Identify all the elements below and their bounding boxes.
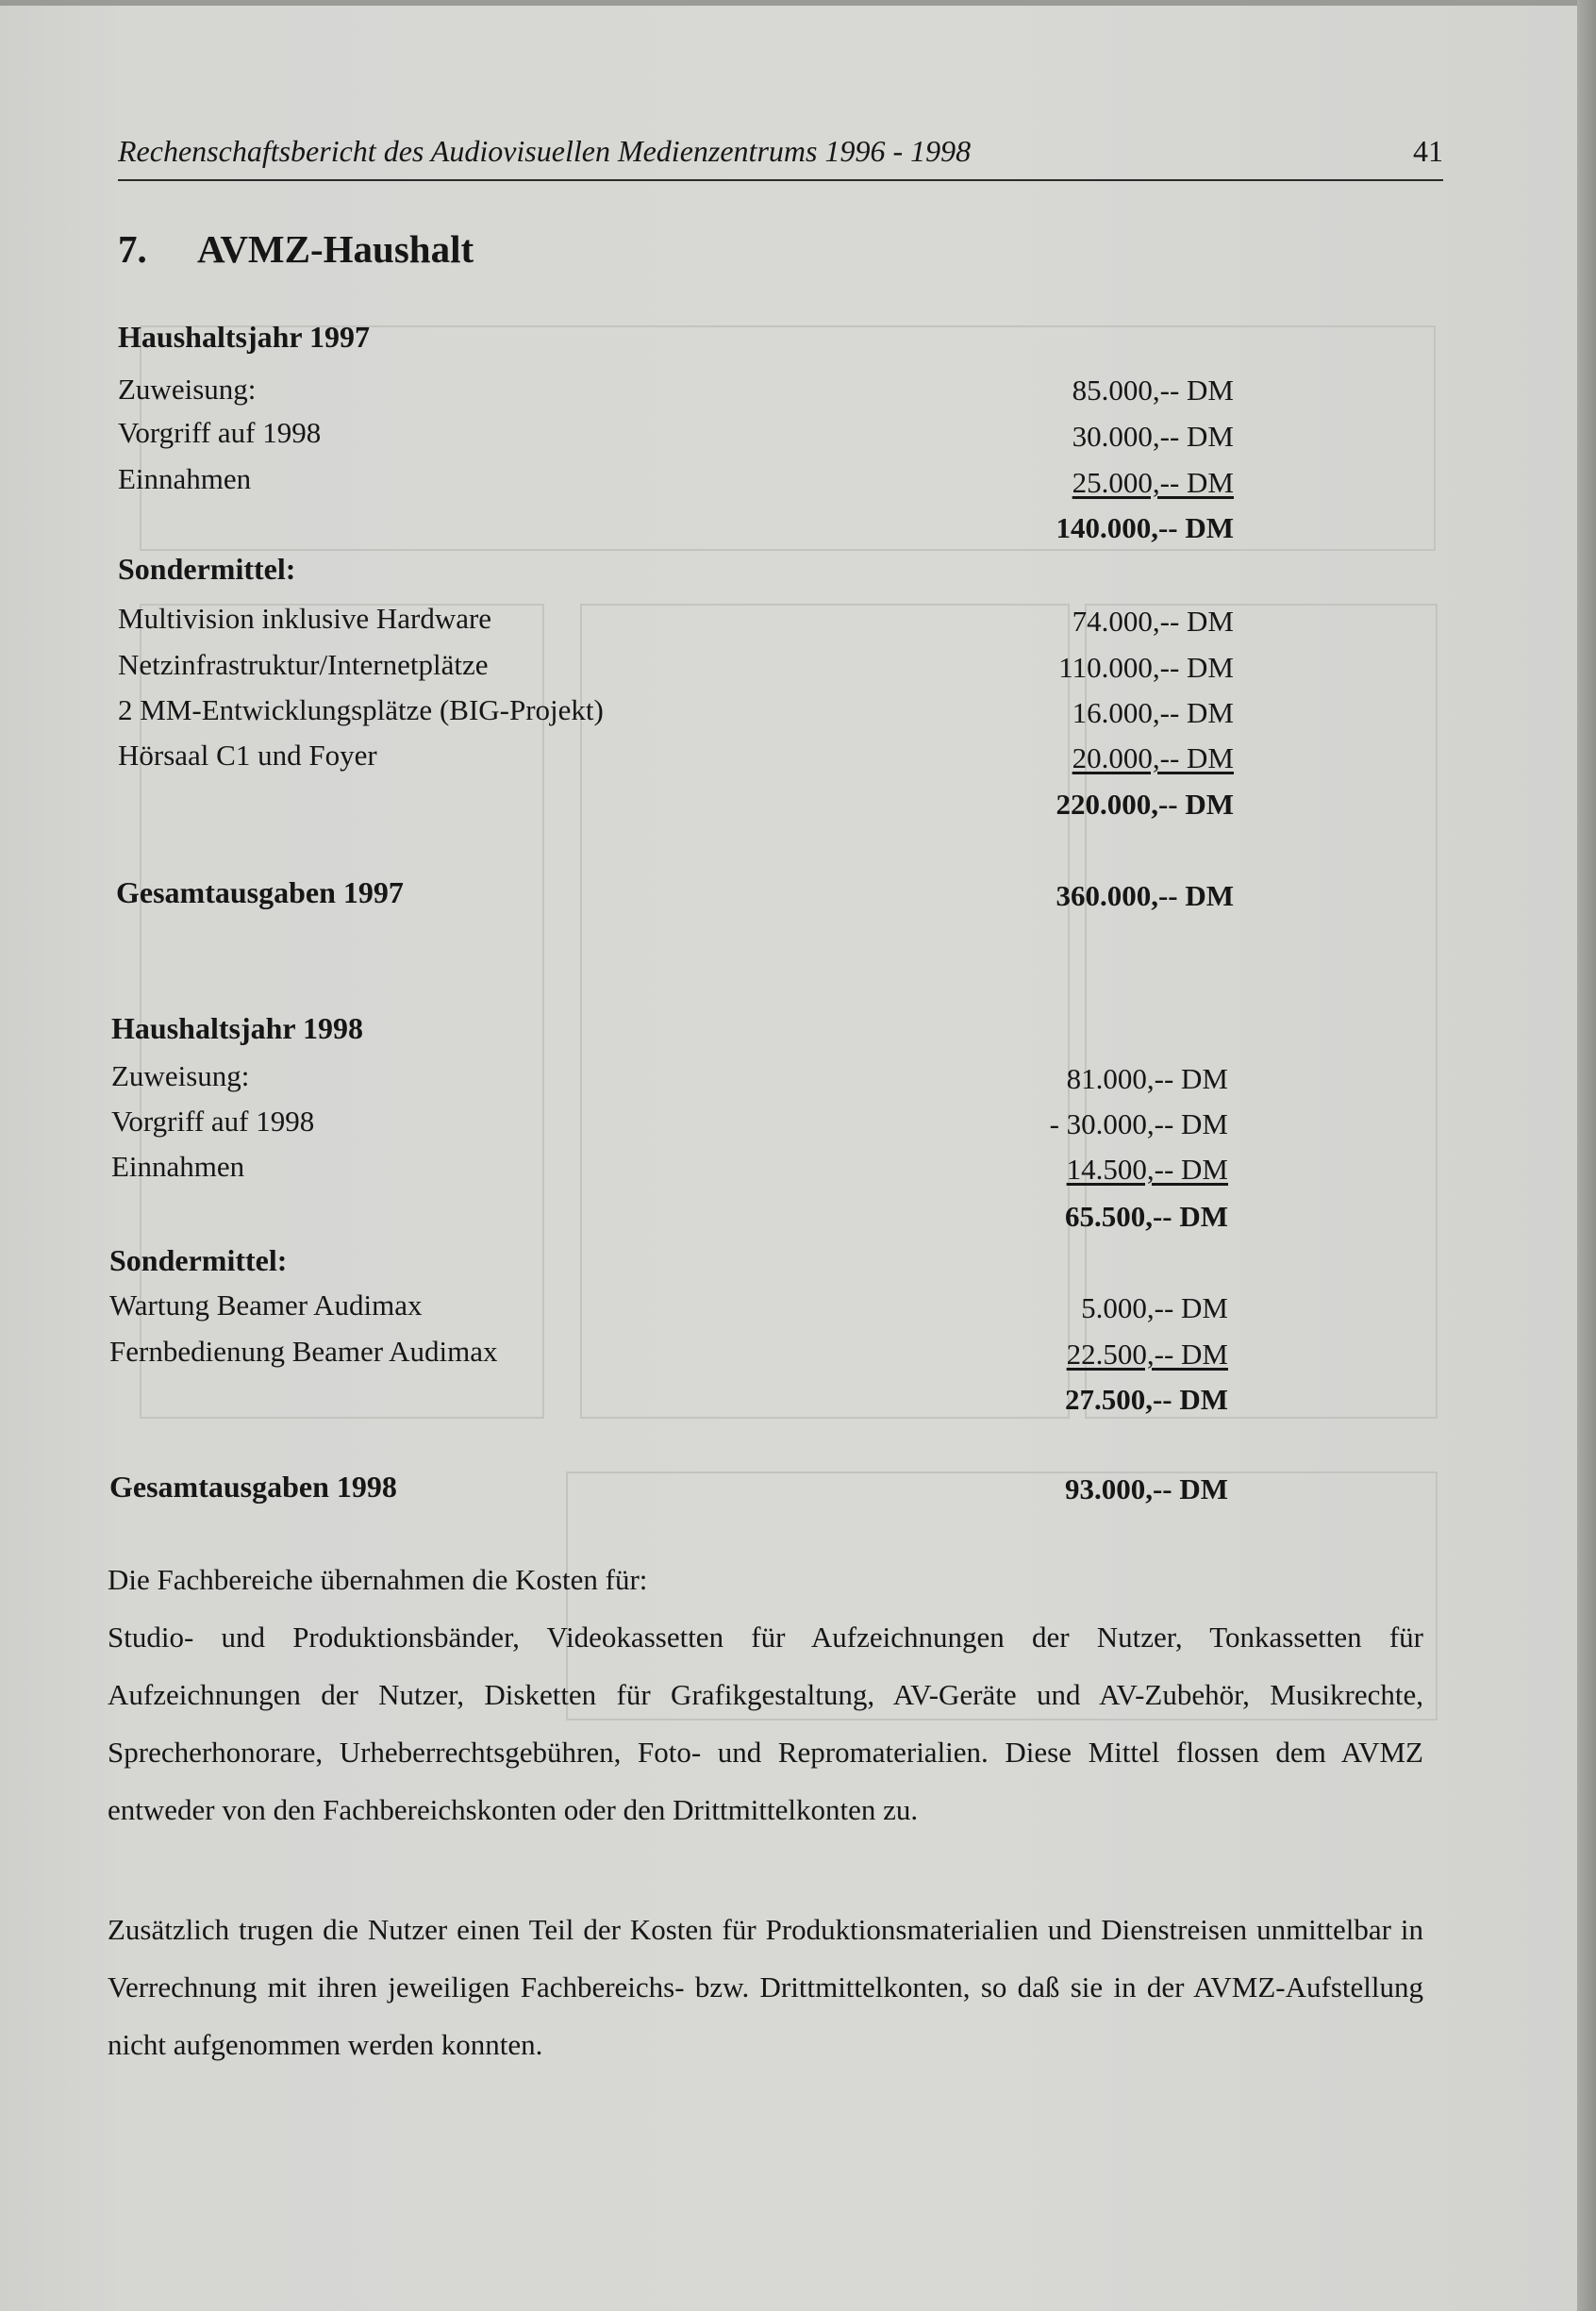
row-label: Einnahmen [118,462,252,495]
special-row-amount: 5.000,-- DM [1081,1291,1228,1324]
row-amount: 85.000,-- DM [1072,374,1234,407]
special-row-amount: 16.000,-- DM [1072,696,1234,729]
row-amount [894,466,1234,500]
special-row-label: Fernbedienung Beamer Audimax [109,1335,498,1368]
row-label: Vorgriff auf 1998 [118,416,322,449]
underlined-amount: 14.500,-- DM [1066,1153,1228,1186]
section-title: AVMZ-Haushalt [197,227,474,271]
underlined-amount: 25.000,-- DM [1072,466,1234,499]
special-row-label: 2 MM-Entwicklungsplätze (BIG-Projekt) [118,693,604,726]
running-header [118,132,1443,181]
special-row-amount: 74.000,-- DM [1072,605,1234,638]
row-label: Vorgriff auf 1998 [111,1105,315,1138]
total-1998-amount: 93.000,-- DM [1064,1472,1228,1505]
row-label: Zuweisung: [118,373,257,406]
special-row-label: Multivision inklusive Hardware [118,602,492,635]
special-total-amount: 220.000,-- DM [1056,788,1234,821]
row-label: Einnahmen [111,1150,245,1183]
costs-paragraph: Studio- und Produktionsbänder, Videokassetten für Aufzeichnungen der Nutzer, Tonkassetten für Aufzeichnungen der Nutzer, Disketten für Grafikgestaltung, AV-Geräte und AV-Zubehör, Musikrechte, Sprecherhonorare, Urheberrechtsgebühren, Foto- und Repromaterialien. Diese Mittel flossen dem AVMZ entweder von den Fachbereichskonten oder den Drittmittelkonten zu. [108,1621,1423,1826]
underlined-amount: 20.000,-- DM [1072,741,1234,774]
row-label: Zuweisung: [111,1059,250,1092]
special-row-amount [889,1338,1228,1372]
scan-top-edge [0,0,1596,6]
special-row-label: Netzinfrastruktur/Internetplätze [118,648,489,681]
year-1997-heading: Haushaltsjahr 1997 [118,320,371,354]
page-number: 41 [1413,134,1443,168]
intro-paragraph: Die Fachbereiche übernahmen die Kosten für: [108,1563,648,1596]
special-total-amount: 27.500,-- DM [1064,1383,1228,1416]
row-amount [889,1153,1228,1187]
section-heading [118,226,474,272]
row-amount: - 30.000,-- DM [1049,1107,1228,1140]
book-spine-edge [1577,0,1596,2311]
special-row-amount [894,741,1234,775]
showthrough-box [140,325,1436,551]
underlined-amount: 22.500,-- DM [1066,1338,1228,1371]
special-row-label: Wartung Beamer Audimax [109,1289,423,1322]
running-title: Rechenschaftsbericht des Audiovisuellen Medienzentrums 1996 - 1998 [118,134,972,168]
special-funds-heading: Sondermittel: [118,552,296,586]
special-funds-heading: Sondermittel: [109,1243,288,1277]
section-number: 7. [118,227,147,271]
total-1998-label: Gesamtausgaben 1998 [109,1470,397,1504]
year-1998-heading: Haushaltsjahr 1998 [111,1011,364,1045]
row-amount: 81.000,-- DM [1066,1062,1228,1095]
total-1997-amount: 360.000,-- DM [1056,879,1234,912]
special-row-amount: 110.000,-- DM [1058,651,1234,684]
subtotal-amount: 65.500,-- DM [1064,1200,1228,1233]
total-1997-label: Gesamtausgaben 1997 [116,875,404,909]
special-row-label: Hörsaal C1 und Foyer [118,739,377,772]
row-amount: 30.000,-- DM [1072,420,1234,453]
additional-costs-paragraph: Zusätzlich trugen die Nutzer einen Teil der Kosten für Produktionsmaterialien und Dienstreisen unmittelbar in Verrechnung mit ihren jeweiligen Fachbereichs- bzw. Drittmittelkonten, so daß sie in der AVMZ-Aufstellung nicht aufgenommen werden konnten. [108,1913,1423,2061]
subtotal-amount: 140.000,-- DM [1056,511,1234,544]
